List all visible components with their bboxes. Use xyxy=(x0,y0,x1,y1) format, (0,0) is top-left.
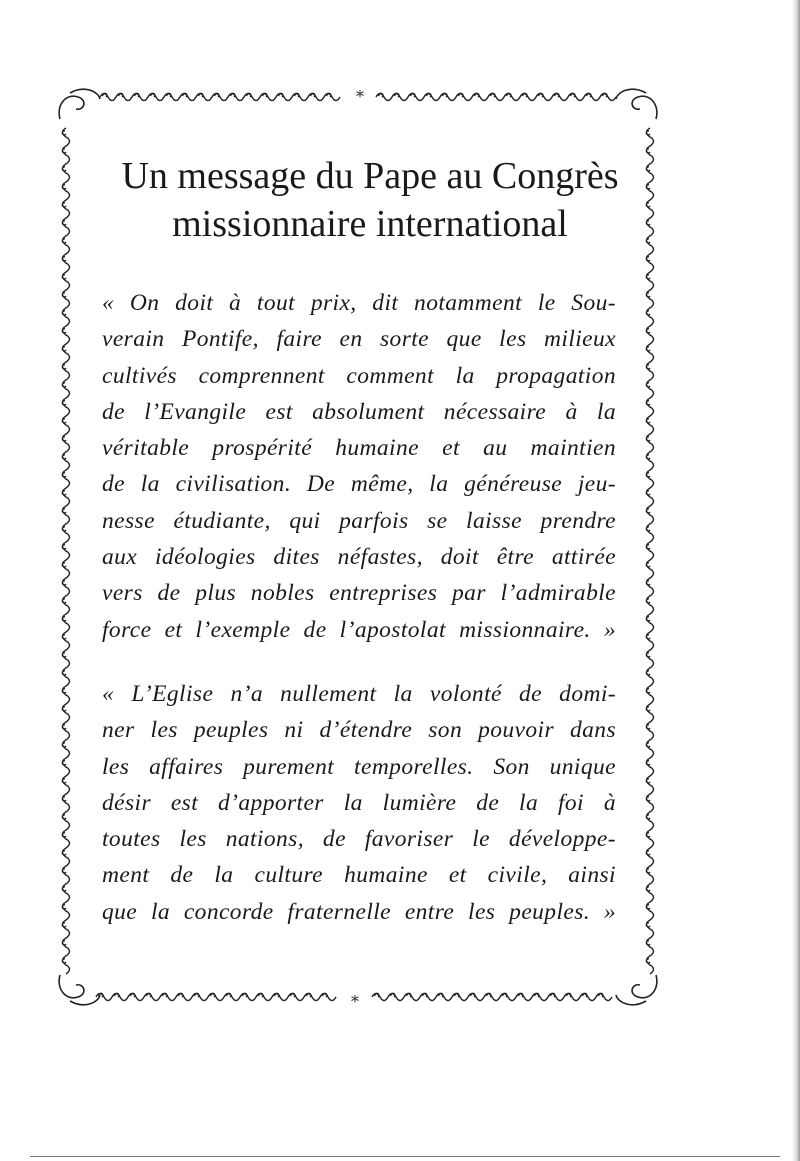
text-line: verain Pontife, faire en sorte que les milieux xyxy=(102,326,616,353)
text-line: vers de plus nobles entreprises par l’admirable xyxy=(102,580,616,607)
bottom-border-left xyxy=(96,993,336,1000)
top-ornament-star: * xyxy=(356,87,364,106)
right-border xyxy=(646,128,653,974)
text-line: « L’Eglise n’a nullement la volonté de domi- xyxy=(102,681,616,707)
left-border xyxy=(62,128,69,974)
top-border-left xyxy=(100,93,340,100)
corner-bottom-left xyxy=(59,975,100,1005)
corner-top-left xyxy=(59,89,100,119)
text-line: « On doit à tout prix, dit notamment le Sou- xyxy=(102,290,616,316)
text-line: cultivés comprennent comment la propagation xyxy=(102,362,616,389)
text-line: toutes les nations, de favoriser le développe- xyxy=(102,826,616,853)
text-line: que la concorde fraternelle entre les peuples. » xyxy=(102,898,616,925)
text-line: force et l’exemple de l’apostolat missionnaire. » xyxy=(102,616,616,643)
bottom-border-right xyxy=(372,993,612,1000)
title-line-2: missionnaire international xyxy=(172,203,568,245)
corner-bottom-right xyxy=(616,975,657,1005)
page-edge-shadow xyxy=(792,0,800,1161)
top-border-right xyxy=(376,93,616,100)
text-line: véritable prospérité humaine et au maintien xyxy=(102,435,616,462)
text-line: ment de la culture humaine et civile, ainsi xyxy=(102,862,616,889)
corner-top-right xyxy=(616,89,657,119)
page-bottom-rule xyxy=(30,1156,780,1157)
title-line-1: Un message du Pape au Congrès xyxy=(121,155,619,197)
page-title xyxy=(90,152,650,248)
paragraph-1 xyxy=(102,285,616,648)
text-line: désir est d’apporter la lumière de la foi à xyxy=(102,789,616,816)
text-line: ner les peuples ni d’étendre son pouvoir dans xyxy=(102,717,616,744)
paragraph-2 xyxy=(102,676,616,930)
text-line: les affaires purement temporelles. Son unique xyxy=(102,753,616,780)
text-line: de l’Evangile est absolument nécessaire à la xyxy=(102,398,616,425)
text-line: nesse étudiante, qui parfois se laisse prendre xyxy=(102,507,616,534)
text-line: de la civilisation. De même, la généreuse jeu- xyxy=(102,471,616,498)
text-line: aux idéologies dites néfastes, doit être attirée xyxy=(102,544,616,571)
bottom-ornament-star: * xyxy=(351,992,359,1011)
